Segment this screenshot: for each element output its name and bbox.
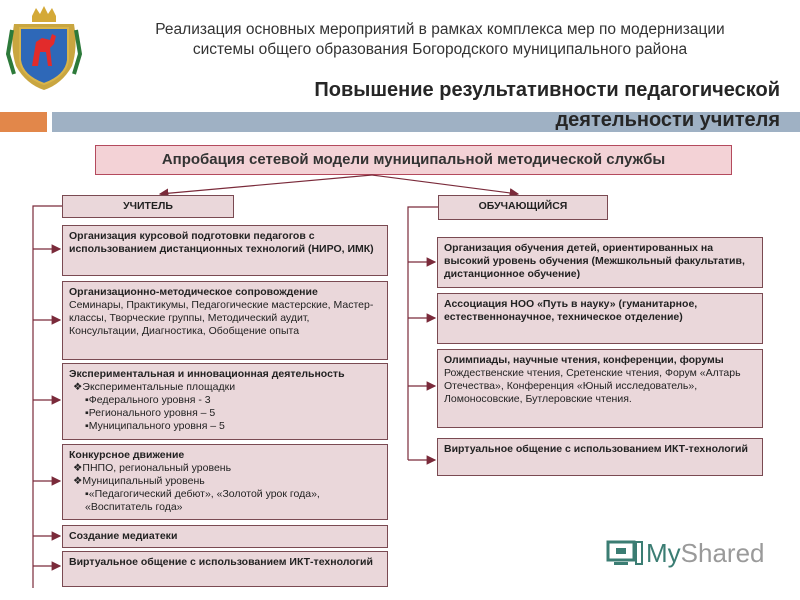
subtitle-line-1: Реализация основных мероприятий в рамках комплекса мер по модернизации [155, 21, 725, 38]
title-line-2: деятельности учителя [555, 109, 780, 131]
myshared-watermark [646, 537, 765, 569]
teacher-box-methodical-title: Организационно-методическое сопровождение [69, 286, 318, 298]
student-box-olympiads [437, 349, 763, 428]
level-regional: ▪Регионального уровня – 5 [85, 407, 216, 419]
contest-municipal: ❖Муниципальный уровень [73, 475, 205, 487]
myshared-logo-icon [606, 538, 644, 572]
square-bullet-icon: ▪ [85, 394, 89, 406]
teacher-box-mediateka [62, 525, 388, 548]
teacher-box-methodical [62, 281, 388, 360]
student-box-olympiads-text: Рождественские чтения, Сретенские чтения, Форум «Алтарь Отечества», Конференция «Юный исследователь», Ломоносовские, Бутлеровские чтения. [444, 367, 741, 405]
student-header: ОБУЧАЮЩИЙСЯ [438, 195, 608, 220]
contest-list: ▪«Педагогический дебют», «Золотой урок года», «Воспитатель года» [85, 488, 320, 513]
teacher-box-contests-title: Конкурсное движение [69, 449, 185, 461]
teacher-box-courses-title: Организация курсовой подготовки педагогов с использованием дистанционных технологий (НИРО, ИМК) [69, 230, 374, 255]
teacher-box-experimental [62, 363, 388, 440]
diamond-bullet-icon: ❖ [73, 381, 83, 393]
student-box-virtual [437, 438, 763, 476]
main-box: Апробация сетевой модели муниципальной методической службы [95, 145, 732, 175]
student-box-training [437, 237, 763, 288]
square-bullet-icon: ▪ [85, 407, 89, 419]
title-line-1: Повышение результативности педагогической [314, 79, 780, 101]
square-bullet-icon: ▪ [85, 420, 89, 432]
teacher-box-mediateka-title: Создание медиатеки [69, 530, 178, 542]
watermark-part-2: Shared [680, 538, 765, 568]
teacher-box-contests [62, 444, 388, 520]
teacher-box-virtual-title: Виртуальное общение с использованием ИКТ-технологий [69, 556, 373, 568]
contest-pnpo: ❖ПНПО, региональный уровень [73, 462, 232, 474]
subtitle-line-2: системы общего образования Богородского муниципального района [192, 41, 688, 58]
diamond-bullet-icon: ❖ [73, 475, 83, 487]
teacher-box-experimental-title: Экспериментальная и инновационная деятельность [69, 368, 345, 380]
teacher-header: УЧИТЕЛЬ [62, 195, 234, 218]
experimental-sites: ❖Экспериментальные площадки [73, 381, 236, 393]
student-box-association [437, 293, 763, 344]
square-bullet-icon: ▪ [85, 488, 89, 500]
teacher-box-courses [62, 225, 388, 276]
diamond-bullet-icon: ❖ [73, 462, 83, 474]
teacher-box-virtual [62, 551, 388, 587]
level-municipal: ▪Муниципального уровня – 5 [85, 420, 225, 432]
student-box-olympiads-title: Олимпиады, научные чтения, конференции, форумы [444, 354, 724, 366]
level-federal: ▪Федерального уровня - 3 [85, 394, 211, 406]
watermark-part-1: My [646, 538, 681, 568]
teacher-box-methodical-text: Семинары, Практикумы, Педагогические мастерские, Мастер-классы, Творческие группы, Методический аудит, Консультации, Диагностика, Обобщение опыта [69, 299, 374, 337]
student-box-association-title: Ассоциация НОО «Путь в науку» (гуманитарное, естественнонаучное, техническое отделение) [444, 298, 698, 323]
student-box-virtual-title: Виртуальное общение с использованием ИКТ-технологий [444, 443, 748, 455]
student-box-training-title: Организация обучения детей, ориентированных на высокий уровень обучения (Межшкольный факультатив, дистанционное обучение) [444, 242, 745, 280]
